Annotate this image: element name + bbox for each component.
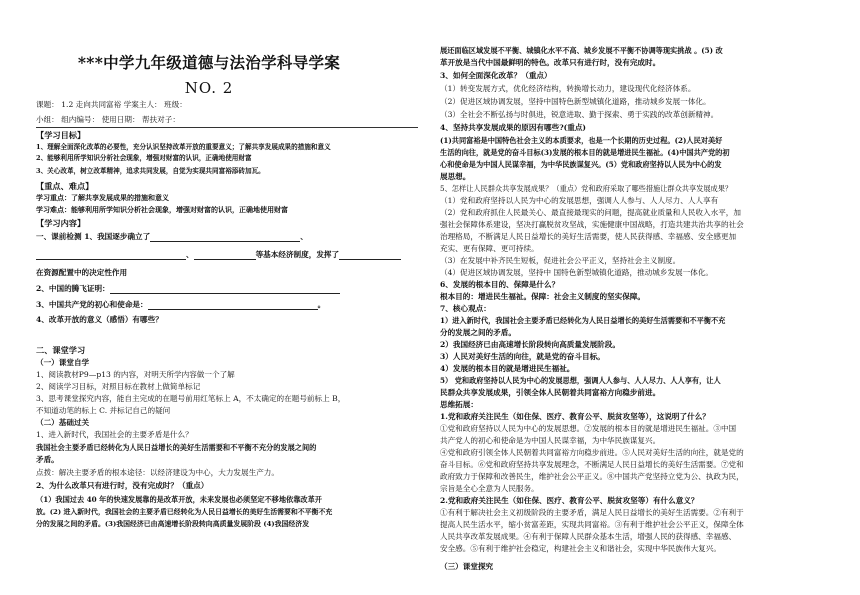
question-2 (36, 284, 340, 294)
text-line: 心和使命是为中国人民谋幸福，为中华民族谋复兴。(5）党和政府坚持以人民为中心的发 (440, 160, 722, 169)
text-line: 展还面临区域发展不平衡、城镇化水平不高、城乡发展不平衡不协调等现实挑战 。(5) 改 (440, 46, 723, 55)
basics-note: 点拨：解决主要矛盾的根本途径：以经济建设为中心，大力发展生产力。 (36, 468, 279, 477)
text-line: 安全感。⑤有利于维护社会稳定，构建社会主义和谐社会，实现中华民族伟大复兴。 (440, 544, 721, 553)
question-1: 一、课前检测 1、我国逐步确立了 、 (36, 232, 308, 241)
text-line: （1）党和政府坚持以人民为中心的发展思想，强调人人参与、人人尽力、人人享有 (440, 196, 719, 205)
goal-item: 2、能够利用所学知识分析社会现象，增强对财富的认识，正确地使用财富 (36, 154, 252, 162)
answer-blank[interactable] (110, 285, 340, 294)
section-heading: 7、核心观点： (440, 304, 491, 313)
question-3: 3、中国共产党的初心和使命是： 。 (36, 300, 326, 309)
answer-blank[interactable] (339, 251, 401, 260)
basics-question-1: 1、进入新时代，我国社会的主要矛盾是什么？ (36, 430, 193, 439)
text-line: 充实、更有保障、更可持续。 (440, 244, 539, 253)
text-line: 展思想。 (440, 172, 471, 181)
text-line: 2）我国经济已由高速增长阶段转向高质量发展阶段。 (440, 340, 620, 349)
self-study-item: 2、阅读学习目标，对照目标在教材上做简单标记 (36, 382, 201, 391)
self-study-item: 1、阅读教材P9—p13 的内容，对明天所学内容做一个了解 (36, 370, 235, 379)
basics-answer-2: （1）我国过去 40 年的快速发展靠的是改革开放，未来发展也必须坚定不移地依靠改革开 (36, 495, 322, 504)
text-line: 政府致力于保障和改善民生，维护社会公平正义。⑧中国共产党坚持立党为公、执政为民， (440, 472, 744, 481)
info-line-1: 课题： 1.2 走向共同富裕 学案主人： 班级： (36, 100, 187, 109)
question-1-end: 在资源配置中的决定性作用 (36, 268, 128, 277)
text-line: 4）发展的根本目的就是增进民生福祉。 (440, 364, 575, 373)
self-study-heading: （一）课堂自学 (36, 358, 90, 367)
section-heading: 思维拓展： (440, 400, 478, 409)
difficult-point: 学习难点：能够利用所学知识分析社会现象，增强对财富的认识，正确地使用财富 (36, 205, 288, 214)
document-title: ***中学九年级道德与法治学科导学案 (77, 53, 341, 72)
text-line: 3）人民对美好生活的向往，就是党的奋斗目标。 (440, 352, 605, 361)
document-number: NO. 2 (184, 79, 234, 97)
text-line: （4）促进区域协调发展，坚持中 国特色新型城镇化道路，推动城乡发展一体化。 (440, 268, 714, 277)
text-line: 奋斗目标。⑥党和政府坚持共享发展理念，不断满足人民日益增长的美好生活需要。⑦党和 (440, 460, 744, 469)
basics-heading: （二）基础过关 (36, 418, 90, 427)
self-study-item: 不知道动笔的标上 C. 并标记自己的疑问 (36, 406, 171, 415)
basics-answer-2: 放。(2) 进入新时代，我国社会的主要矛盾已经转化为人民日益增长的美好生活需要和不平衡不充 (36, 508, 333, 516)
section-heading: （三）课堂探究 (440, 562, 494, 571)
answer-blank[interactable] (36, 251, 186, 260)
keypoints-heading: 【重点、难点】 (36, 181, 94, 191)
basics-answer-1: 矛盾。 (36, 455, 59, 464)
section-heading: 4、坚持共享发展成果的原因有哪些?(重点) (440, 123, 587, 132)
text-line: （2）促进区域协调发展，坚持中国特色新型城镇化道路，推动城乡发展一体化。 (440, 97, 711, 106)
text-line: 民群众共享发展成果，引领全体人民朝着共同富裕方向稳步前进。 (440, 388, 661, 397)
text-line: 分的发展之间的矛盾。 (440, 328, 516, 337)
answer-blank[interactable] (148, 301, 318, 310)
section-heading: 3、如何全面深化改革？（重点） (440, 71, 552, 80)
text-line: （1）转变发展方式，优化经济结构，转换增长动力，建设现代化经济体系。 (440, 84, 696, 93)
goal-item: 1、理解全面深化改革的必要性，充分认识坚持改革开放的重要意义；了解共享发展成果的措施和意义 (36, 143, 331, 151)
text-line: 1）进入新时代，我国社会主要矛盾已经转化为人民日益增长的美好生活需要和不平衡不充 (440, 316, 726, 325)
question-3-text: 3、中国共产党的初心和使命是： (36, 300, 148, 309)
text-line: 治理格局，不断满足人民日益增长的美好生活需要，使人民获得感、幸福感、安全感更加 (440, 232, 737, 241)
text-line: 根本目的：增进民生福祉。保障：社会主义制度的坚实保障。 (440, 292, 646, 301)
basics-answer-2: 分的发展之间的矛盾。(3)我国经济已由高速增长阶段转向高质量发展阶段 (4)我国经济发 (36, 520, 310, 528)
text-line: （3）全社会不断弘扬与时俱进，锐意进取、勤于探索、勇于实践的改革创新精神。 (440, 110, 719, 119)
text-line: 5） 党和政府坚持以人民为中心的发展思想，强调人人参与、人人尽力、人人享有，让人 (440, 376, 721, 385)
text-line: （2）党和政府抓住人民最关心、最直接最现实的问题，提高就业质量和人民收入水平，加 (440, 208, 741, 217)
text-line: 宗旨是全心全意为人民服务。 (440, 484, 539, 493)
goals-heading: 【学习目标】 (36, 130, 86, 140)
text-line: (1)共同富裕是中国特色社会主义的本质要求，也是一个长期的历史过程。(2)人民对美好 (440, 136, 723, 145)
text-line: 革开放是当代中国最鲜明的特色。改革只有进行时，没有完成时。 (440, 58, 661, 67)
self-study-item: 3、思考课堂探究内容，能自主完成的在题号前用红笔标上 A，不太确定的在题号前标上 B， (36, 394, 346, 403)
section-heading: 5、怎样让人民群众共享发展成果？（重点）党和政府采取了哪些措施让群众共享发展成果？ (440, 184, 733, 193)
basics-answer-1: 我国社会主要矛盾已经转化为人民日益增长的美好生活需要和不平衡不充分的发展之间的 (36, 443, 317, 452)
text-line: ④党和政府引领全体人民朝着共同富裕方向稳步前进。⑤人民对美好生活的向往，就是党的 (440, 448, 744, 457)
left-column (0, 0, 418, 528)
text-line: 2.党和政府关注民生（如住保、医疗、教育公平、脱贫攻坚等）有什么意义？ (440, 496, 699, 505)
answer-blank[interactable] (194, 251, 256, 260)
text-line: 人民共享改革发展成果。④有利于保障人民群众基本生活，增强人民的获得感、幸福感、 (440, 532, 737, 541)
text-line: 共产党人的初心和使命是为中国人民谋幸福，为中华民族谋复兴。 (440, 436, 661, 445)
question-4: 4、改革开放的意义（感悟）有哪些？ (36, 315, 163, 324)
text-line: 生活的向往，就是党的奋斗目标(3)发展的根本目的就是增进民生福祉。(4)中国共产党的初 (440, 148, 730, 157)
content-heading: 【学习内容】 (36, 218, 86, 228)
question-1-text-b: 等基本经济制度，发挥了 (255, 250, 340, 259)
question-1-text: 一、课前检测 1、我国逐步确立了 (36, 232, 151, 241)
text-line: （3）在发展中补齐民生短板，促进社会公平正义，坚持社会主义制度。 (440, 256, 681, 265)
question-1-cont: 、 等基本经济制度，发挥了 (36, 250, 401, 260)
section-heading: 6、发展的根本目的、保障是什么？ (440, 280, 560, 289)
text-line: ①党和政府坚持以人民为中心的发展思想。②发展的根本目的就是增进民生福祉。③中国 (440, 424, 737, 433)
basics-question-2: 2、为什么改革只有进行时，没有完成时？（重点） (36, 481, 209, 490)
divider (36, 127, 418, 128)
text-line: ①有利于解决社会主义初级阶段的主要矛盾，满足人民日益增长的美好生活需要。②有利于 (440, 508, 744, 517)
text-line: 强社会保障体系建设，坚决打赢脱贫攻坚战，实施健康中国战略，打造共建共治共享的社会 (440, 220, 744, 229)
question-2-text: 2、中国的腾飞证明： (36, 284, 110, 293)
goal-item: 3、关心改革，树立改革精神，追求共同发展，自觉为实现共同富裕添砖加瓦。 (36, 167, 265, 175)
answer-blank[interactable] (150, 233, 300, 242)
key-point: 学习重点：了解共享发展成果的措施和意义 (36, 193, 169, 202)
text-line: 1.党和政府关注民生（如住保、医疗、教育公平、脱贫攻坚等），这说明了什么？ (440, 412, 710, 421)
section-2-heading: 二、课堂学习 (36, 345, 86, 355)
info-line-2: 小组： 组内编号： 使用日期： 帮扶对子： (36, 115, 180, 124)
text-line: 提高人民生活水平，缩小贫富差距，实现共同富裕。③有利于维护社会公平正义，保障全体 (440, 520, 744, 529)
